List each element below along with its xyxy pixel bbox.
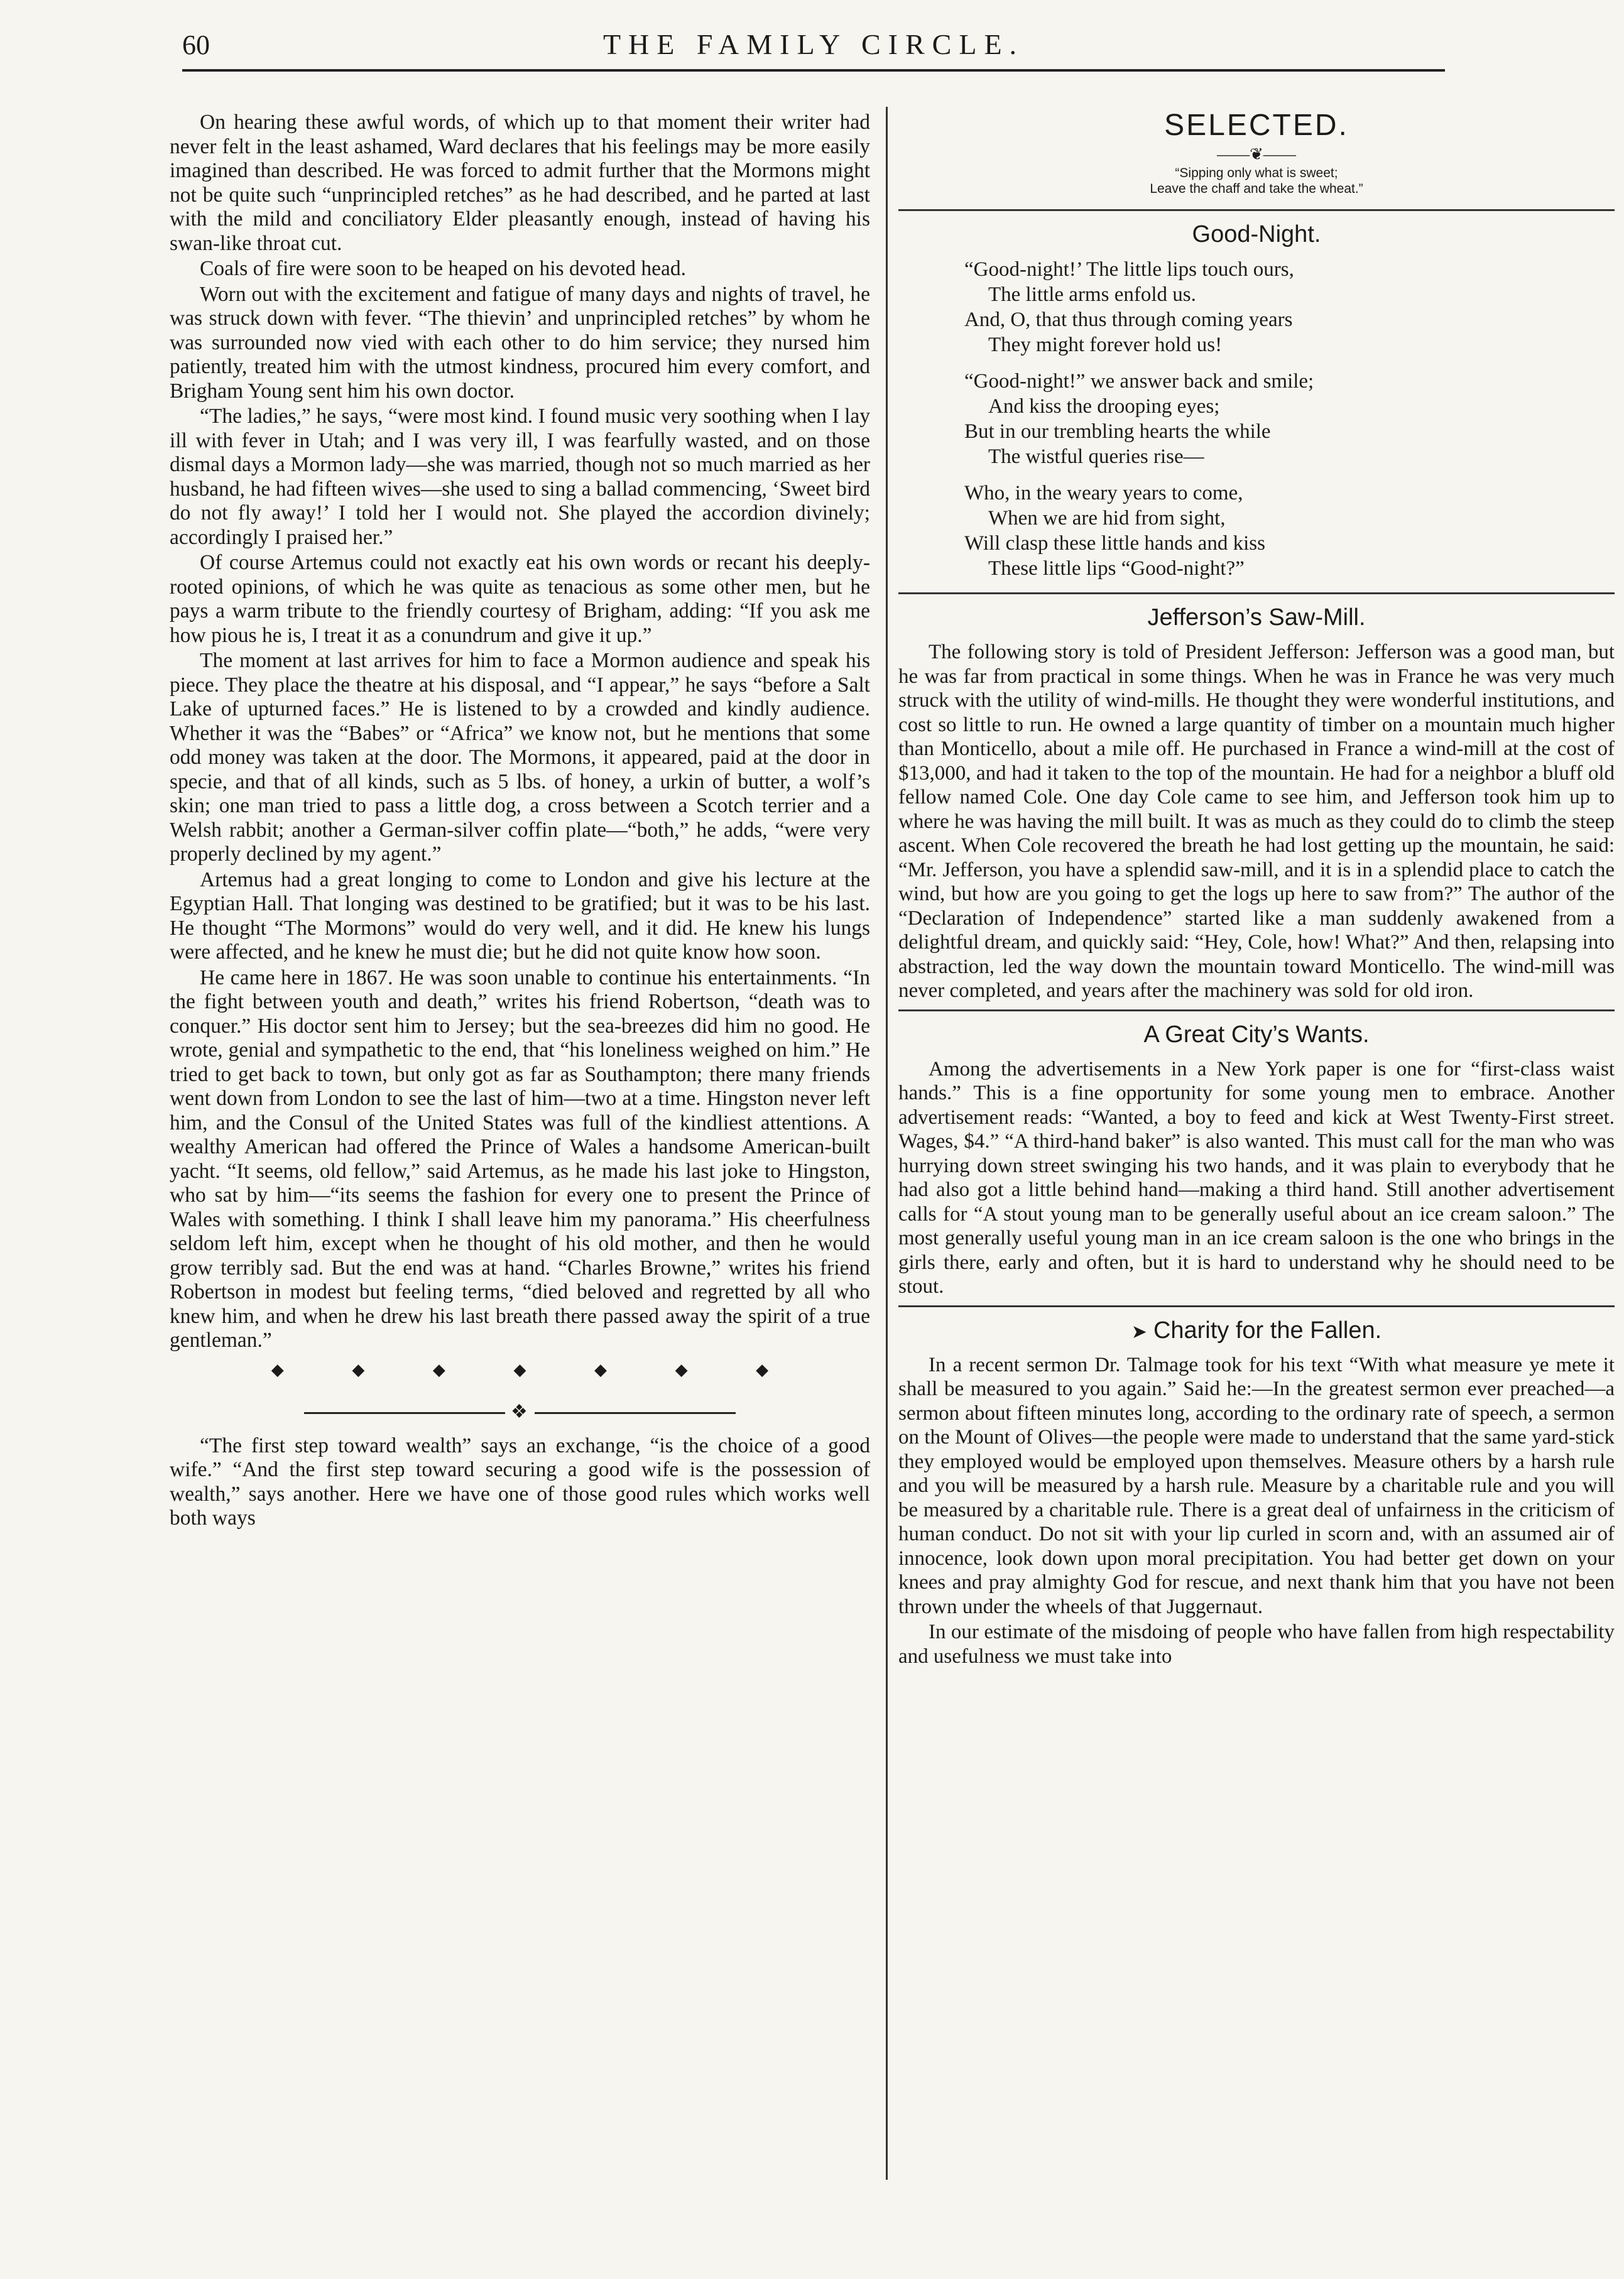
poem-stanza	[964, 481, 1615, 581]
article-title-wrap	[898, 1317, 1615, 1344]
poem-stanza	[964, 257, 1615, 357]
article-rule	[898, 1305, 1615, 1307]
poem-line: Who, in the weary years to come,	[964, 482, 1243, 504]
poem-line: And, O, that thus through coming years	[964, 308, 1293, 331]
article-rule	[898, 592, 1615, 594]
paragraph: Of course Artemus could not exactly eat his own words or recant his deeply-rooted opinions, of which he was quite as tenacious as some other men, but he pays a warm tribute to the friendly courtesy of Brigham, adding: “If you ask me how pious he is, I treat it as a conundrum and give it up.”	[170, 551, 870, 647]
poem-line: The little arms enfold us.	[988, 283, 1196, 306]
pointing-mark-icon: ➤	[1131, 1321, 1147, 1342]
paragraph: The moment at last arrives for him to face a Mormon audience and speak his piece. They place the theatre at his disposal, and “I appear,” he says “before a Salt Lake of upturned faces.” He is listened to by a crowded and kindly audience. Whether it was the “Babes” or “Africa” we know not, but he mentions that some odd money was taken at the door. The Mormons, it appeared, paid at the door in specie, and that of all kinds, such as 5 lbs. of honey, a urkin of butter, a wolf’s skin; one man tried to pass a little dog, a cross between a Scotch terrier and a Welsh rabbit; another a German-silver coffin plate—“both,” he adds, “were very properly declined by my agent.”	[170, 649, 870, 866]
left-column	[170, 111, 870, 1532]
article-text: Among the advertisements in a New York paper is one for “first-class waist hands.” This is a fine opportunity for some young men to embrace. Another advertisement reads: “Wanted, a boy to feed and kick at West Twenty-First street. Wages, $4.” “A third-hand baker” is also wanted. This must call for the man who was hurrying down street swinging his two hands, and it was plain to everybody that he had also got a little behind hand—making a third hand. Still another advertisement calls for “A stout young man to be generally useful about an ice cream saloon.” The most generally useful young man in an ice cream saloon is the one who brings in the girls there, early and often, but it is hard to understand why he should need to be stout.	[898, 1057, 1615, 1298]
article-title: Charity for the Fallen.	[1153, 1317, 1382, 1344]
poem-title: Good-Night.	[1192, 221, 1321, 247]
section-rule	[898, 209, 1615, 211]
right-column	[898, 111, 1615, 1670]
article-text: In a recent sermon Dr. Talmage took for his text “With what measure ye mete it shall be measured to you again.” Said he:—In the greatest sermon ever preached—a sermon about fifteen minutes long, according to the ordinary rate of speech, a sermon on the Mount of Olives—the people were made to understand that the same yard-stick they employed would be employed upon themselves. Measure others by a harsh rule and you will be measured by a harsh rule. Measure by a charitable rule and you will be measured by a charitable rule. There is a great deal of unfairness in the criticism of human conduct. Do not sit with your lip curled in scorn and, with an assumed air of innocence, look down upon moral precipitation. You had better get down on your knees and pray almighty God for rescue, and next thank him that you have not been thrown under the wheels of that Juggernaut.	[898, 1353, 1615, 1618]
section-title: SELECTED.	[1164, 109, 1349, 142]
page-header	[182, 25, 1445, 72]
running-title: THE FAMILY CIRCLE.	[602, 28, 1025, 60]
motto-line: “Sipping only what is sweet;	[1175, 166, 1338, 180]
paragraph: On hearing these awful words, of which up to that moment their writer had never felt in the least ashamed, Ward declares that his feelings may be more easily imagined than described. He was forced to admit further that the Mormons might not be quite such “unprincipled retches” as he had described, and he parted at last with the mild and conciliatory Elder pleasantly enough, instead of having his swan-like throat cut.	[170, 111, 870, 255]
poem-line: They might forever hold us!	[988, 334, 1223, 356]
article-rule	[898, 1009, 1615, 1011]
paragraph: “The ladies,” he says, “were most kind. I found music very soothing when I lay ill with fever in Utah; and I was very ill, I was fearfully wasted, and on those dismal days a Mormon lady—she was married, though not so much married as her husband, he had fifteen wives—she used to sing a ballad commencing, ‘Sweet bird do not fly away!’ I told her I would not. She played the accordion divinely; accordingly I praised her.”	[170, 405, 870, 549]
paragraph: Artemus had a great longing to come to London and give his lecture at the Egyptian Hall. That longing was destined to be gratified; but it was to be his last. He thought “The Mormons” would do very well, and it did. He knew his lungs were affected, and he knew he must die; but he did not quite know how soon.	[170, 868, 870, 964]
ornament-icon: ——❦——	[1217, 145, 1296, 163]
closing-paragraph: “The first step toward wealth” says an exchange, “is the choice of a good wife.” “And the first step toward securing a good wife is the possession of wealth,” says another. Here we have one of those good rules which works well both ways	[170, 1433, 870, 1530]
paragraph: Worn out with the excitement and fatigue of many days and nights of travel, he was struck down with fever. “The thievin’ and unprincipled retches” by whom he was surrounded now vied with each other to do him service; they nursed him patiently, treated him with the utmost kindness, procured him every comfort, and Brigham Young sent him his own doctor.	[170, 282, 870, 403]
poem-line: And kiss the drooping eyes;	[988, 395, 1220, 418]
poem-line: These little lips “Good-night?”	[988, 557, 1245, 580]
section-break-dots: ◆ ◆ ◆ ◆ ◆ ◆ ◆	[271, 1360, 769, 1379]
column-divider	[886, 107, 888, 2180]
motto	[898, 165, 1615, 197]
paragraph: He came here in 1867. He was soon unable to continue his entertainments. “In the fight between youth and death,” writes his friend Robertson, “death was to conquer.” His doctor sent him to Jersey; but the sea-breezes did him no good. He wrote, genial and sympathetic to the end, that “his loneliness weighed on him.” He tried to get back to town, but only got as far as Southampton; there many friends went down from London to see the last of him—two at a time. Hingston never left him, and the Consul of the United States was full of the kindliest attentions. A wealthy American had offered the Prince of Wales a handsome American-built yacht. “It seems, old fellow,” said Artemus, as he made his last joke to Hingston, who sat by him—“its seems the fashion for every one to present the Prince of Wales with something. I think I shall leave him my panorama.” His cheerfulness seldom left him, except when he thought of his old mother, and then he would grow terribly sad. But the end was at hand. “Charles Browne,” writes his friend Robertson in modest but feeling terms, “died beloved and regretted by all who knew him, and when he drew his last breath there passed away the spirit of a true gentleman.”	[170, 965, 870, 1352]
paragraph: Coals of fire were soon to be heaped on his devoted head.	[200, 257, 686, 280]
article-title: Jefferson’s Saw-Mill.	[1147, 604, 1366, 631]
article-text: In our estimate of the misdoing of people who have fallen from high respectability and usefulness we must take into	[898, 1621, 1615, 1668]
poem-stanza	[964, 369, 1615, 469]
poem-line: The wistful queries rise—	[988, 445, 1204, 468]
article-title: A Great City’s Wants.	[1143, 1021, 1370, 1048]
poem-line: Will clasp these little hands and kiss	[964, 532, 1265, 555]
ornamental-rule: ❖	[170, 1401, 870, 1423]
article-text: The following story is told of President Jefferson: Jefferson was a good man, but he was far from practical in some things. When he was in France he was very much struck with the utility of wind-mills. He thought they were wonderful institutions, and cost so little to run. He owned a large quantity of timber on a mountain much higher than Monticello, about a mile off. He purchased in France a wind-mill at the cost of $13,000, and had it taken to the top of the mountain. He had for a neighbor a bluff old fellow named Cole. One day Cole came to see him, and Jefferson took him up to where he was having the mill built. It was as much as they could do to climb the steep ascent. When Cole recovered the breath he had lost getting up the mountain, he said: “Mr. Jefferson, you have a splendid saw-mill, and it is in a splendid place to catch the wind, but how are you going to get the logs up here to saw from?” The author of the “Declaration of Independence” started like a man suddenly awakened from a delightful dream, and quickly said: “Hey, Cole, how! What?” And then, relapsing into abstraction, led the way down the mountain toward Monticello. The wind-mill was never completed, and years after the machinery was sold for old iron.	[898, 641, 1615, 1002]
poem-line: When we are hid from sight,	[988, 507, 1226, 530]
poem-line: “Good-night!” we answer back and smile;	[964, 370, 1314, 393]
page-number: 60	[182, 30, 210, 60]
motto-line: Leave the chaff and take the wheat.”	[1150, 182, 1363, 196]
poem-line: But in our trembling hearts the while	[964, 420, 1271, 443]
poem-line: “Good-night!’ The little lips touch ours,	[964, 258, 1294, 281]
